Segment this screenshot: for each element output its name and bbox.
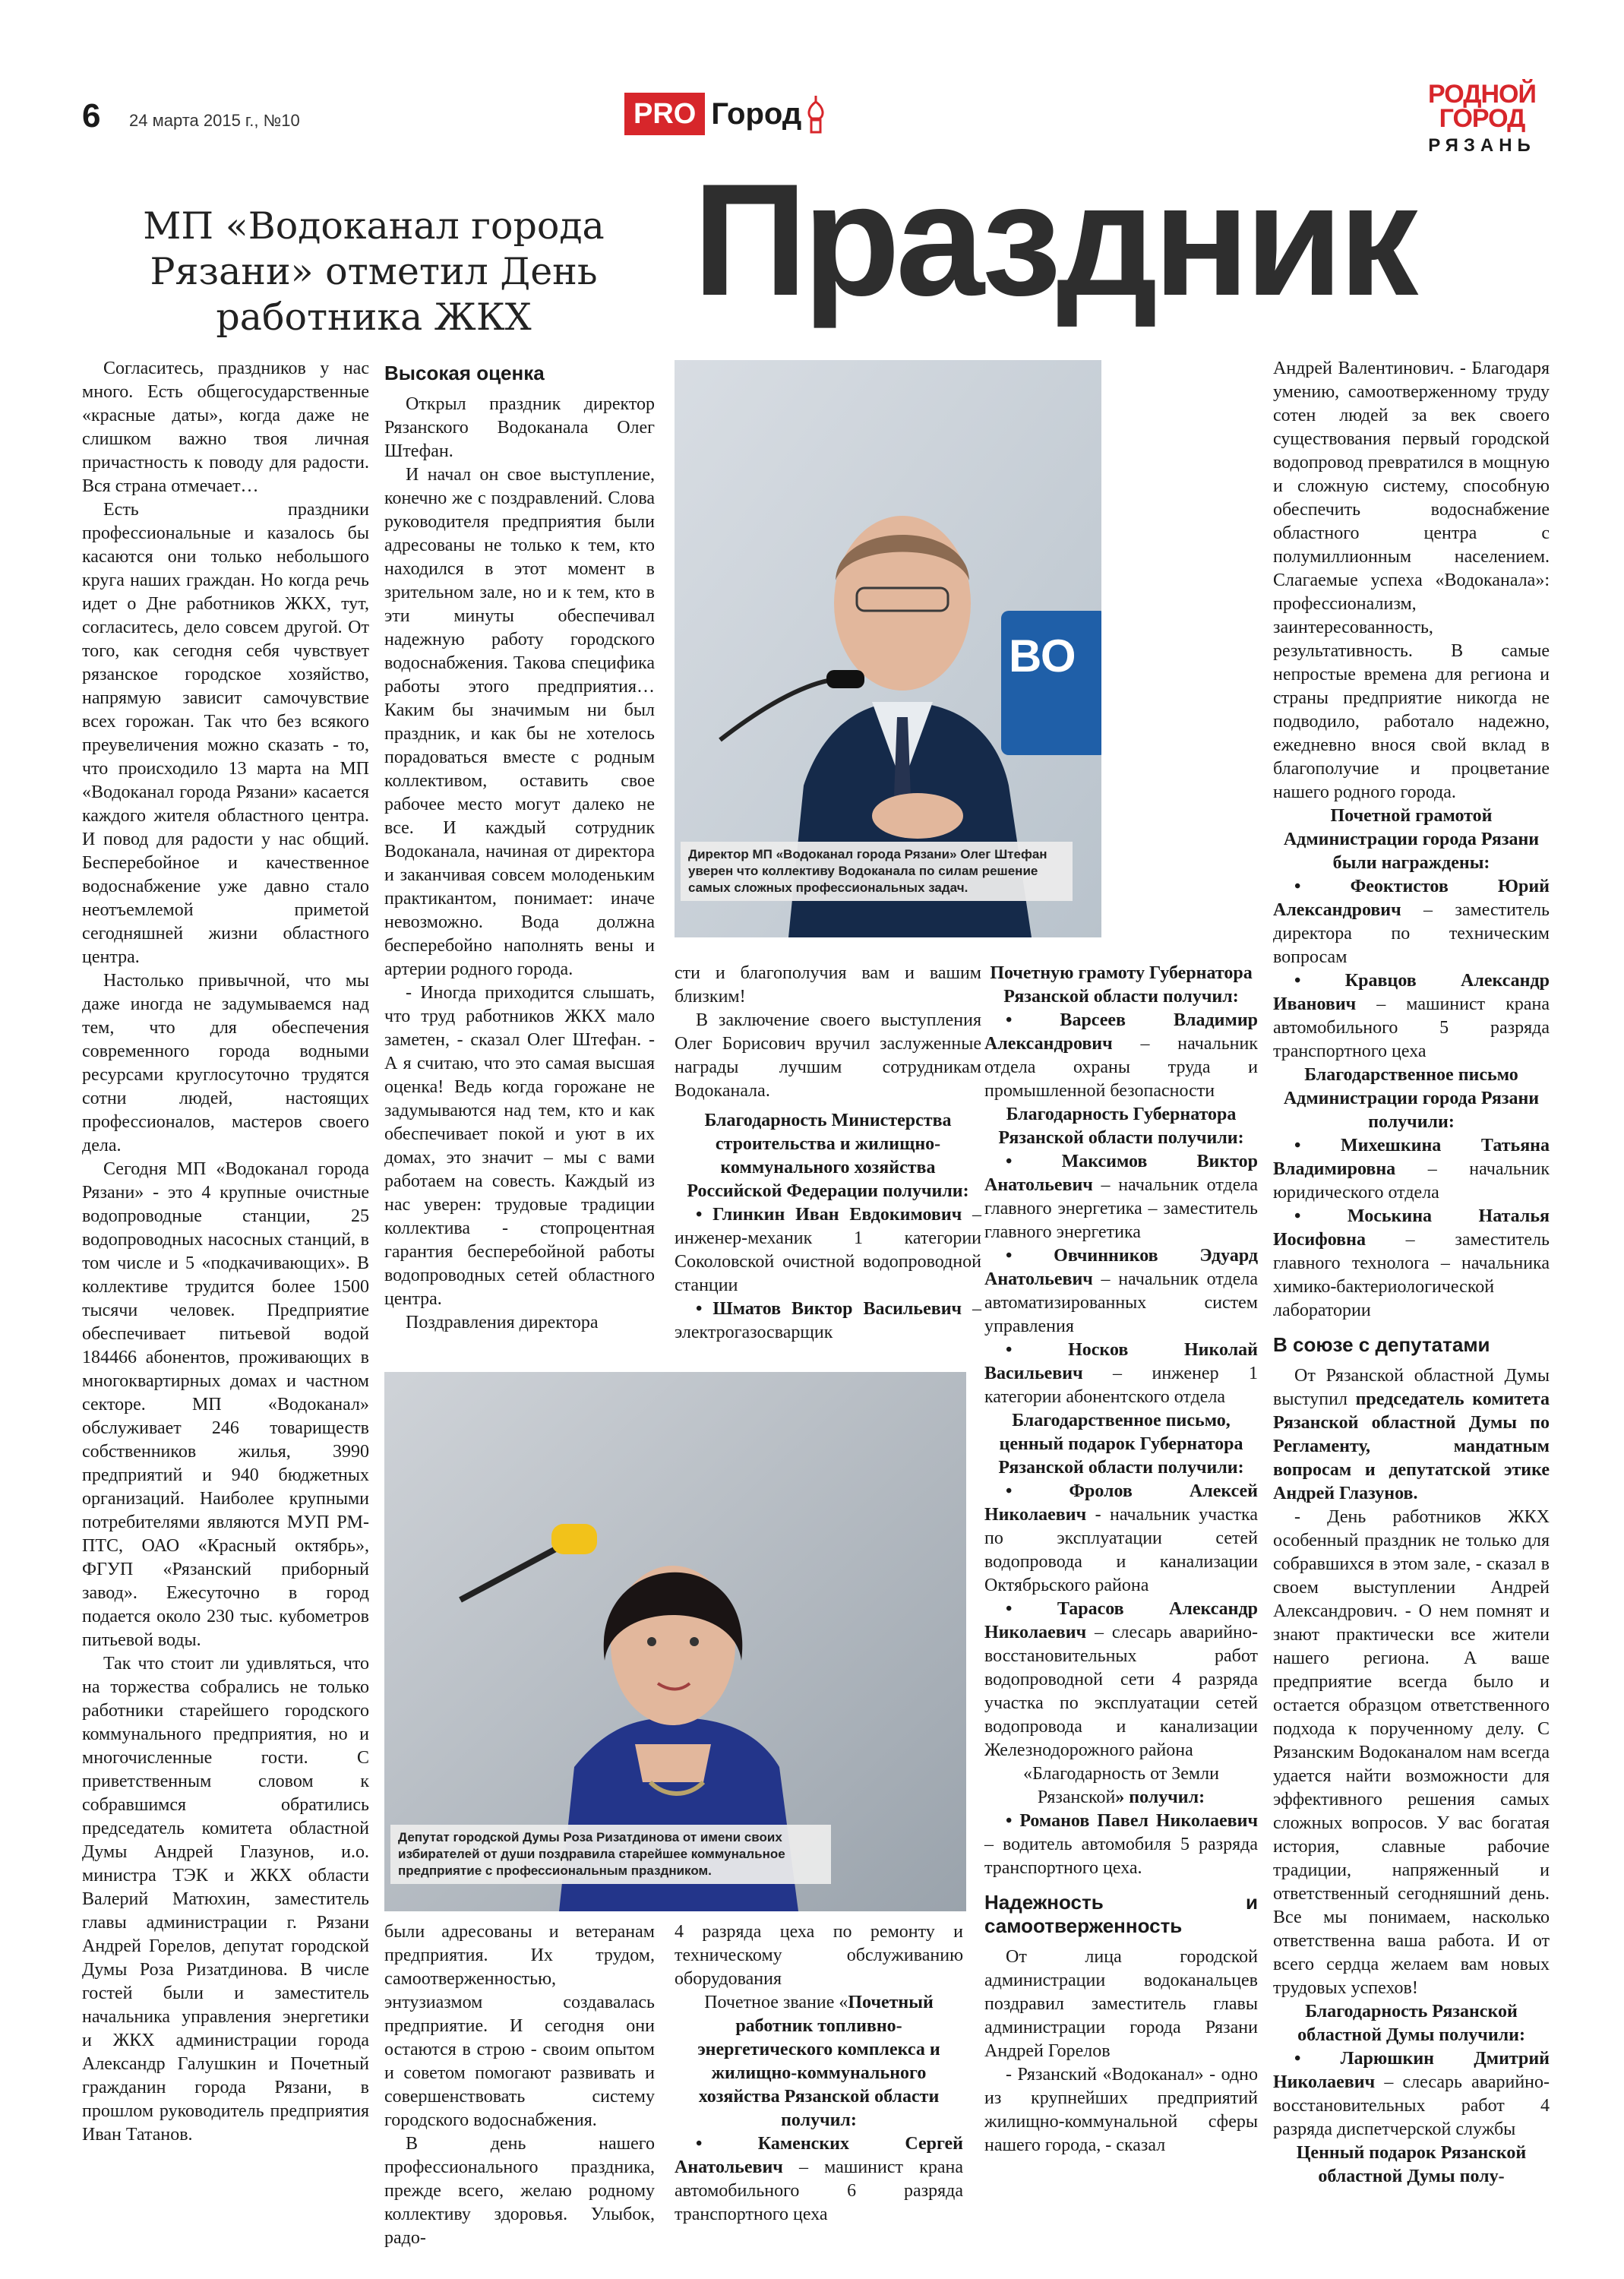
- column-3-bottom: [675, 1920, 963, 2227]
- paragraph: - Рязанский «Водоканал» - одно из крупнейших предприятий жилищно-коммунальной сферы нашего города, - сказал: [984, 2065, 1258, 2155]
- column-3: [675, 962, 981, 1345]
- subhead-v-soyuze: В союзе с депутатами: [1273, 1333, 1490, 1356]
- issue-date: 24 марта 2015 г., №10: [129, 111, 300, 130]
- paragraph: И начал он свое выступление, конечно же с поздравлений. Слова руководителя предприятия были адресованы не только к тем, кто находился в этот момент в зрительном зале, но и к тем, кто в эти минуты обеспечивал надежную работу городского водоснабжения. Такова специфика работы этого предприятия… Каким бы значимым ни был праздник, и как бы не хотелось порадоваться вместе с родным коллективом, оставить свое рабочее место могут далеко не все. И каждый сотрудник Водоканала, начиная от директора и заканчивая совсем молоденьким практикантом, понимает: иначе невозможно. Вода должна бесперебойно наполнять вены и артерии родного города.: [384, 465, 655, 979]
- photo-director-caption: Директор МП «Водоканал города Рязани» Олег Штефан уверен что коллективу Водоканала по силам решение самых сложных профессиональных задач.: [681, 842, 1073, 901]
- award-entry: • Максимов Виктор Анатольевич – начальник отдела главного энергетика – заместитель главного энергетика: [984, 1152, 1258, 1242]
- award-title: Ценный подарок Рязанской областной Думы полу-: [1296, 2143, 1527, 2186]
- column-2-top: [384, 357, 655, 1335]
- award-title: Почетную грамоту Губернатора Рязанской области получил:: [990, 963, 1253, 1007]
- paragraph: - Иногда приходится слышать, что труд работников ЖКХ мало заметен, - сказал Олег Штефан. - А я считаю, что это самая высшая оценка! Ведь когда горожане не задумываются над тем, кто и как обеспечивает покой и уют в их домах, это значит – мы с вами работаем на совесть. Каждый из нас уверен: трудовые традиции коллектива - стопроцентная гарантия бесперебойной работы водопроводных сетей областного центра.: [384, 983, 655, 1309]
- logo-pro: PRO: [624, 93, 705, 135]
- award-title: Почетное звание «Почетный работник топливно-энергетического комплекса и жилищно-коммунального хозяйства Рязанской области получил:: [697, 1993, 940, 2130]
- paragraph: были адресованы и ветеранам предприятия. Их трудом, самоотверженностью, энтузиазмом создавалась предприятие. И сегодня они остаются в строю - своим опытом и советом помогают развивать и совершенствовать систему городского водоснабжения.: [384, 1922, 655, 2130]
- award-entry: • Михешкина Татьяна Владимировна – начальник юридического отдела: [1273, 1136, 1550, 1203]
- award-entry: • Тарасов Александр Николаевич – слесарь аварийно-восстановительных работ водопроводной сети 4 разряда участка по эксплуатации сетей водопровода и канализации Железнодорожного района: [984, 1599, 1258, 1760]
- paragraph: В заключение своего выступления Олег Борисович вручил заслуженные награды лучшим сотрудникам Водоканала.: [675, 1010, 981, 1101]
- award-entry: • Носков Николай Васильевич – инженер 1 категории абонентского отдела: [984, 1340, 1258, 1407]
- paragraph: - День работников ЖКХ особенный праздник не только для собравшихся в этом зале, - сказал в своем выступлении Андрей Александрович. - О нем помнят и знают практически все жители нашего региона. А ваше предприятие всегда было и остается образцом ответственного подхода к порученному делу. С Рязанским Водоканалом нам всегда удается найти возможности для эффективного решения самых сложных вопросов. У вас богатая история, славные рабочие традиции, напряженный и ответственный сегодняшний день. Все мы понимаем, насколько ответственна ваша работа. И от всего сердца желаем вам новых трудовых успехов!: [1273, 1507, 1550, 1998]
- rodnoy-gorod-logo: [1413, 82, 1551, 156]
- column-2-bottom: [384, 1920, 655, 2250]
- award-entry: • Ларюшкин Дмитрий Николаевич – слесарь аварийно-восстановительных работ 4 разряда диспетчерской службы: [1273, 2049, 1550, 2139]
- award-entry: • Глинкин Иван Евдокимович – инженер-механик 1 категории Соколовской очистной водопроводной станции: [675, 1205, 982, 1295]
- paragraph: От лица городской администрации водоканальцев поздравил заместитель главы администрации города Рязани Андрей Горелов: [984, 1947, 1258, 2061]
- paragraph: Так что стоит ли удивляться, что на торжества собрались не только работники старейшего городского коммунального предприятия, но и многочисленные гости. С приветственным словом к собравшимся обратились председатель комитета областной Думы Андрей Глазунов, и.о. министра ТЭК и ЖКХ области Валерий Матюхин, заместитель главы администрации г. Рязани Андрей Горелов, депутат городской Думы Роза Ризатдинова. В числе гостей были и заместитель начальника управления энергетики и ЖКХ администрации города Александр Галушкин и Почетный гражданин города Рязани, в прошлом руководитель предприятия Иван Татанов.: [82, 1654, 369, 2145]
- brand-line-1: РОДНОЙ: [1428, 80, 1536, 109]
- pro-gorod-logo: [624, 90, 827, 138]
- paragraph: В день нашего профессионального праздника, прежде всего, желаю родному коллективу здоровья. Улыбок, радо-: [384, 2134, 655, 2248]
- paragraph: Открыл праздник директор Рязанского Водоканала Олег Штефан.: [384, 394, 655, 461]
- award-entry: • Варсеев Владимир Александрович – начальник отдела охраны труда и промышленной безопасности: [984, 1010, 1258, 1101]
- section-rubric: Праздник: [693, 150, 1414, 329]
- award-entry: • Фролов Алексей Николаевич - начальник участка по эксплуатации сетей водопровода и канализации Октябрьского района: [984, 1481, 1258, 1595]
- brand-line-3: РЯЗАНЬ: [1428, 135, 1536, 156]
- award-entry: • Феоктистов Юрий Александрович – заместитель директора по техническим вопросам: [1273, 877, 1550, 967]
- award-entry: • Каменских Сергей Анатольевич – машинист крана автомобильного 6 разряда транспортного цеха: [675, 2134, 963, 2224]
- award-title: Благодарность Министерства строительства и жилищно-коммунального хозяйства Российской Федерации получили:: [687, 1111, 969, 1201]
- paragraph: Согласитесь, праздников у нас много. Есть общегосударственные «красные даты», когда даже не слишком важно твоя личная причастность к поводу для радости. Вся страна отмечает…: [82, 359, 369, 496]
- column-4: [984, 962, 1258, 2157]
- column-5: [1273, 357, 1550, 2189]
- award-title: Почетной грамотой Администрации города Рязани были награждены:: [1283, 806, 1540, 873]
- paragraph: От Рязанской областной Думы выступил председатель комитета Рязанской областной Думы по Регламенту, мандатным вопросам и депутатской этике Андрей Глазунов.: [1273, 1366, 1550, 1503]
- subhead-vysokaya-otsenka: Высокая оценка: [384, 362, 545, 384]
- page-number: 6: [82, 97, 101, 134]
- paragraph: 4 разряда цеха по ремонту и техническому обслуживанию оборудования: [675, 1922, 963, 1989]
- photo-deputy-caption: Депутат городской Думы Роза Ризатдинова от имени своих избирателей от души поздравила старейшее коммунальное предприятие с профессиональным праздником.: [390, 1825, 831, 1884]
- brand-line-2: ГОРОД: [1439, 104, 1525, 133]
- article-headline: МП «Водоканал города Рязани» отметил День работника ЖКХ: [143, 204, 605, 339]
- paragraph: Поздравления директора: [406, 1313, 599, 1332]
- subhead-nadezhnost: Надежность и самоотверженность: [984, 1891, 1258, 1937]
- paragraph: Настолько привычной, что мы даже иногда не задумываемся над тем, что для обеспечения современного города водными ресурсами круглосуточно трудятся сотни людей, настоящих профессионалов, мастеров своего дела.: [82, 971, 369, 1155]
- award-entry: • Романов Павел Николаевич – водитель автомобиля 5 разряда транспортного цеха.: [984, 1811, 1258, 1878]
- logo-gorod: Город: [711, 96, 802, 131]
- award-title: Благодарственное письмо, ценный подарок Губернатора Рязанской области получили:: [998, 1411, 1244, 1478]
- award-entry: • Шматов Виктор Васильевич – электрогазосварщик: [675, 1299, 981, 1342]
- award-entry: • Моськина Наталья Иосифовна – заместитель главного технолога – начальника химико-бактериологической лаборатории: [1273, 1206, 1550, 1320]
- award-title: «Благодарность от Земли Рязанской» получил:: [1023, 1764, 1219, 1807]
- column-1: [82, 357, 369, 2147]
- award-title: Благодарность Рязанской областной Думы получили:: [1297, 2002, 1525, 2045]
- award-title: Благодарственное письмо Администрации города Рязани получили:: [1283, 1065, 1540, 1132]
- kremlin-dome-icon: [804, 94, 827, 134]
- award-title: Благодарность Губернатора Рязанской области получили:: [998, 1105, 1244, 1148]
- paragraph: Андрей Валентинович. - Благодаря умению, самоотверженному труду сотен людей за век своего существования первый городской водопровод превратился в мощную и сложную систему, способную обеспечить водоснабжение областного центра с полумиллионным населением. Слагаемые успеха «Водоканала»: профессионализм, заинтересованность, результативность. В самые непростые времена для региона и страны предприятие никогда не подводило, работало надежно, ежедневно внося свой вклад в благополучие и процветание нашего родного города.: [1273, 359, 1550, 802]
- award-entry: • Овчинников Эдуард Анатольевич – начальник отдела автоматизированных систем управления: [984, 1246, 1258, 1336]
- banner-text: ВО: [1009, 631, 1076, 681]
- paragraph: сти и благополучия вам и вашим близким!: [675, 963, 981, 1007]
- paragraph: Сегодня МП «Водоканал города Рязани» - это 4 крупные очистные водопроводные станции, 25 водопроводных насосных станций, в том числе и 5 «подкачивающих». В коллективе трудится более 1500 тысячи человек. Предприятие обеспечивает питьевой водой 184466 абонентов, проживающих в многоквартирных домах и частном секторе. МП «Водоканал» обслуживает 246 товариществ собственников жилья, 3990 предприятий и 940 бюджетных организаций. Наиболее крупными потребителями являются МУП РМ-ПТС, ОАО «Красный октябрь», ФГУП «Рязанский приборный завод». Ежесуточно в город подается около 230 тыс. кубометров питьевой воды.: [82, 1159, 369, 1650]
- award-entry: • Кравцов Александр Иванович – машинист крана автомобильного 5 разряда транспортного цеха: [1273, 971, 1550, 1061]
- paragraph: Есть праздники профессиональные и казалось бы касаются они только небольшого круга наших граждан. Но когда речь идет о Дне работников ЖКХ, тут, согласитесь, дело совсем другой. От того, как сегодня себя чувствует рязанское городское хозяйство, напрямую зависит самочувствие всех горожан. Так что без всякого преувеличения можно сказать - то, что происходило 13 марта на МП «Водоканал города Рязани» касается каждого жителя областного центра. И повод для радости у нас общий. Бесперебойное и качественное водоснабжение уже давно стало неотъемлемой приметой сегодняшней жизни областного центра.: [82, 500, 369, 967]
